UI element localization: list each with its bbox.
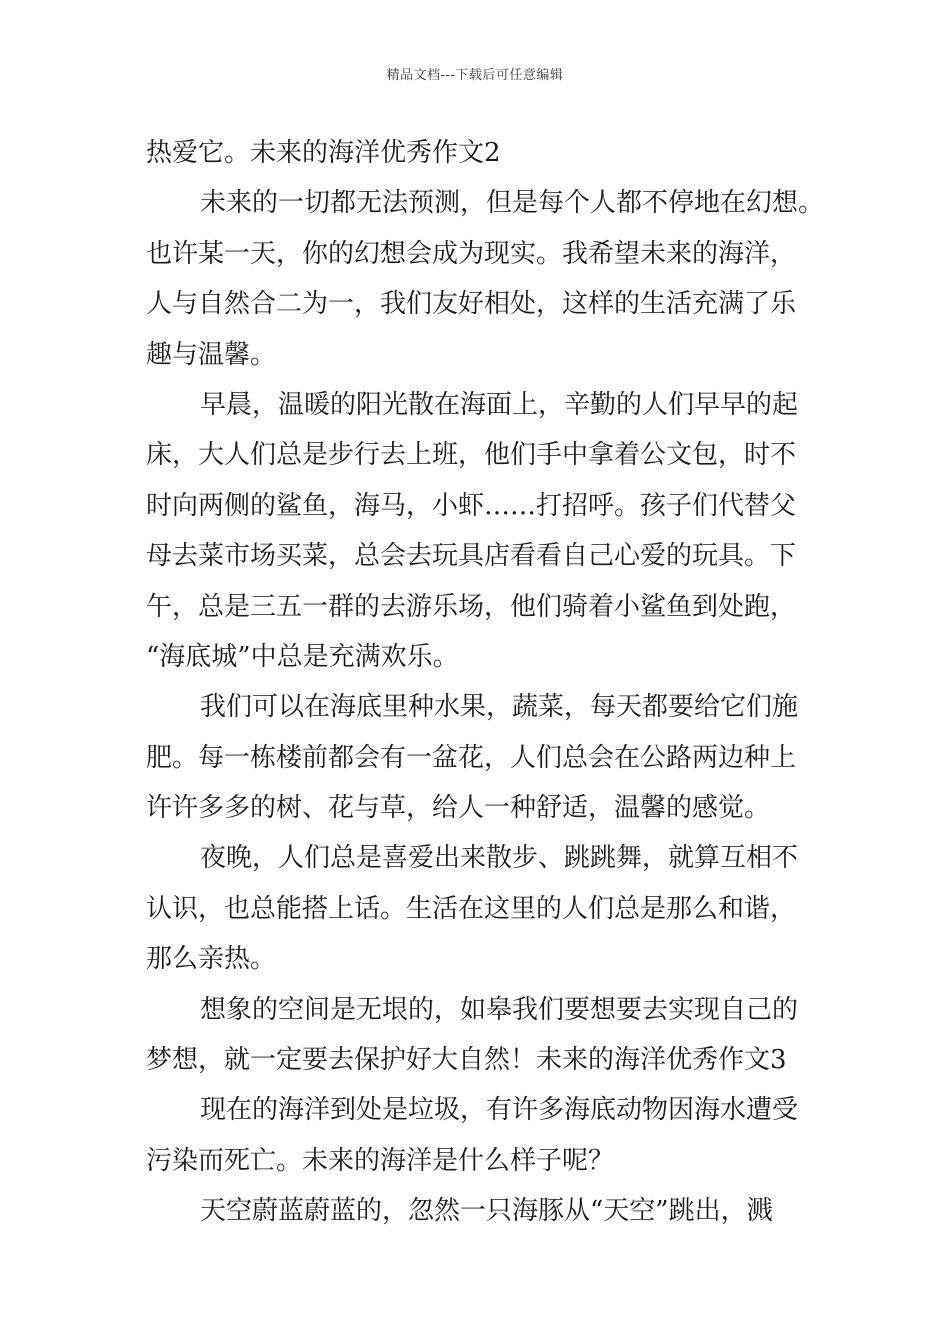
text-line: 我们可以在海底里种水果，蔬菜，每天都要给它们施 [200, 692, 799, 723]
text-line: 热爱它。未来的海洋优秀作文2 [146, 138, 501, 168]
text-line: 午，总是三五一群的去游乐场，他们骑着小鲨鱼到处跑， [146, 591, 797, 622]
text-line: 梦想，就一定要去保护好大自然！未来的海洋优秀作文3 [146, 1045, 787, 1076]
text-line: 现在的海洋到处是垃圾，有许多海底动物因海水遭受 [200, 1095, 799, 1126]
text-line: 认识，也总能搭上话。生活在这里的人们总是那么和谐， [146, 893, 797, 924]
text-line: 母去菜市场买菜，总会去玩具店看看自己心爱的玩具。下 [146, 541, 797, 572]
text-line: “海底城”中总是充满欢乐。 [146, 641, 459, 672]
text-line: 未来的一切都无法预测，但是每个人都不停地在幻想。 [200, 188, 825, 219]
text-line: 也许某一天，你的幻想会成为现实。我希望未来的海洋， [146, 238, 797, 269]
text-line: 趣与温馨。 [146, 339, 277, 370]
text-line: 许许多多的树、花与草，给人一种舒适，温馨的感觉。 [146, 793, 771, 824]
document-body [146, 128, 825, 1237]
text-line: 那么亲热。 [146, 944, 277, 975]
text-line: 早晨，温暖的阳光散在海面上，辛勤的人们早早的起 [200, 389, 799, 420]
page-header: 精品文档---下载后可任意编辑 [386, 68, 564, 83]
text-line: 床，大人们总是步行去上班，他们手中拿着公文包，时不 [146, 440, 797, 471]
text-line: 天空蔚蓝蔚蓝的，忽然一只海豚从“天空”跳出，溅 [200, 1196, 773, 1227]
text-line: 肥。每一栋楼前都会有一盆花，人们总会在公路两边种上 [146, 742, 797, 773]
text-line: 人与自然合二为一，我们友好相处，这样的生活充满了乐 [146, 289, 797, 320]
text-line: 污染而死亡。未来的海洋是什么样子呢？ [146, 1145, 615, 1176]
text-line: 时向两侧的鲨鱼，海马，小虾……打招呼。孩子们代替父 [146, 490, 797, 521]
text-line: 夜晚，人们总是喜爱出来散步、跳跳舞，就算互相不 [200, 843, 799, 874]
text-line: 想象的空间是无垠的，如皋我们要想要去实现自己的 [200, 994, 799, 1025]
